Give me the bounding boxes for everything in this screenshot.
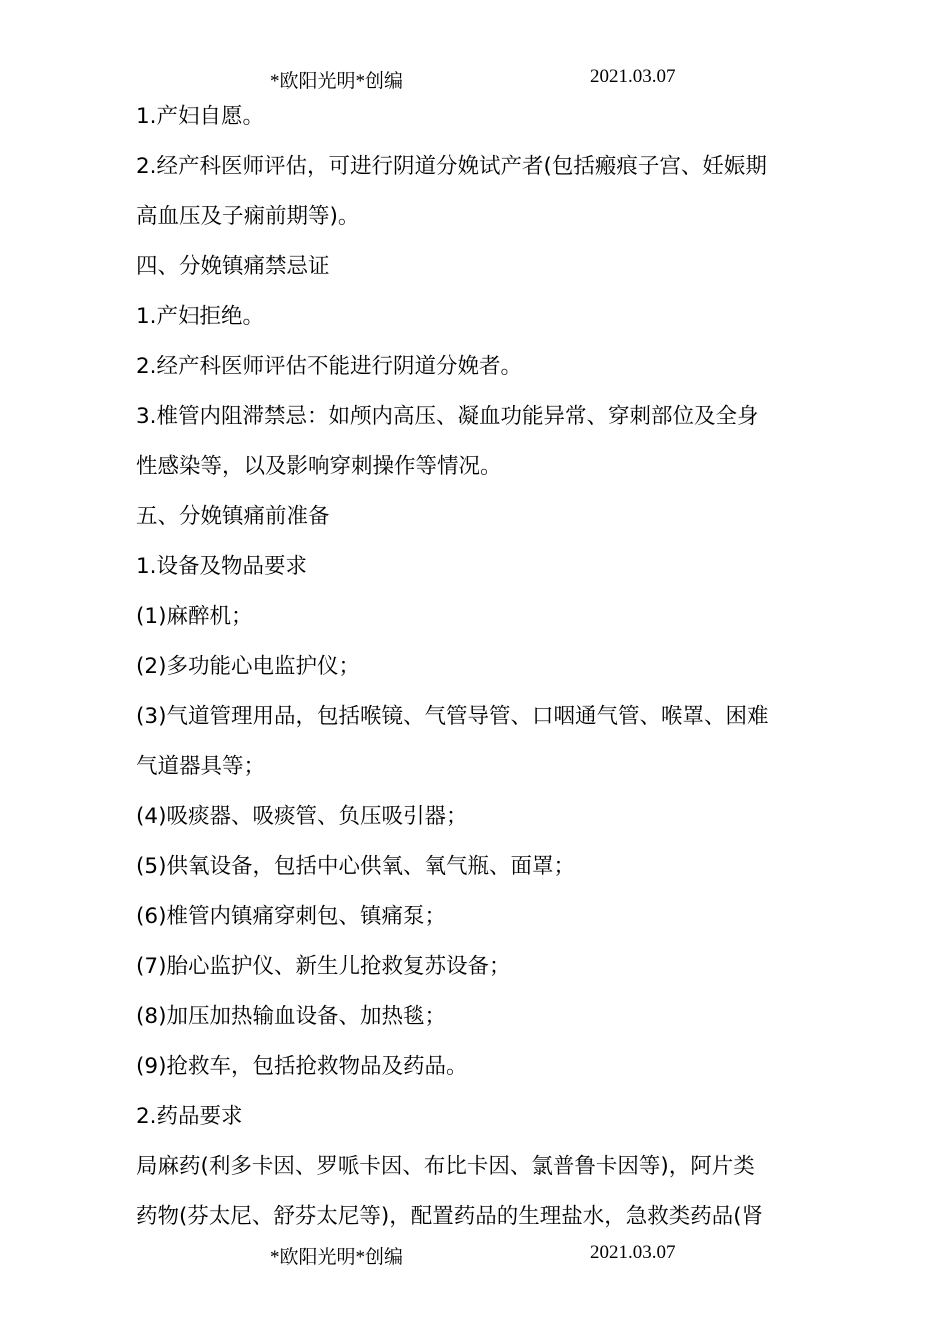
page-footer: [0, 1242, 950, 1272]
list-item: (8)加压加热输血设备、加热毯；: [136, 1004, 446, 1029]
subsection-heading: 2.药品要求: [136, 1104, 243, 1129]
list-item: (4)吸痰器、吸痰管、负压吸引器；: [136, 804, 468, 829]
text-line: 2.经产科医师评估不能进行阴道分娩者。: [136, 354, 523, 379]
text-line: 3.椎管内阻滞禁忌：如颅内高压、凝血功能异常、穿刺部位及全身: [136, 404, 759, 429]
text-line: 高血压及子痫前期等)。: [136, 204, 360, 229]
section-heading: 四、分娩镇痛禁忌证: [136, 254, 330, 279]
list-item: (3)气道管理用品，包括喉镜、气管导管、口咽通气管、喉罩、困难: [136, 704, 769, 729]
list-item: (2)多功能心电监护仪；: [136, 654, 360, 679]
text-line: 局麻药(利多卡因、罗哌卡因、布比卡因、氯普鲁卡因等)，阿片类: [136, 1154, 755, 1179]
list-item: 气道器具等；: [136, 754, 266, 779]
header-author: *欧阳光明*创编: [270, 71, 404, 92]
document-body: [136, 92, 816, 1242]
subsection-heading: 1.设备及物品要求: [136, 554, 308, 579]
list-item: (1)麻醉机；: [136, 604, 253, 629]
list-item: (5)供氧设备，包括中心供氧、氧气瓶、面罩；: [136, 854, 575, 879]
footer-date: 2021.03.07: [590, 1242, 676, 1263]
list-item: (6)椎管内镇痛穿刺包、镇痛泵；: [136, 904, 446, 929]
list-item: (7)胎心监护仪、新生儿抢救复苏设备；: [136, 954, 511, 979]
text-line: 1.产妇自愿。: [136, 104, 265, 129]
list-item: (9)抢救车，包括抢救物品及药品。: [136, 1054, 468, 1079]
header-date: 2021.03.07: [590, 66, 676, 87]
text-line: 1.产妇拒绝。: [136, 304, 265, 329]
footer-author: *欧阳光明*创编: [270, 1247, 404, 1268]
text-line: 2.经产科医师评估，可进行阴道分娩试产者(包括瘢痕子宫、妊娠期: [136, 154, 767, 179]
section-heading: 五、分娩镇痛前准备: [136, 504, 330, 529]
text-line: 药物(芬太尼、舒芬太尼等)，配置药品的生理盐水，急救类药品(肾: [136, 1204, 764, 1229]
text-line: 性感染等，以及影响穿刺操作等情况。: [136, 454, 502, 479]
